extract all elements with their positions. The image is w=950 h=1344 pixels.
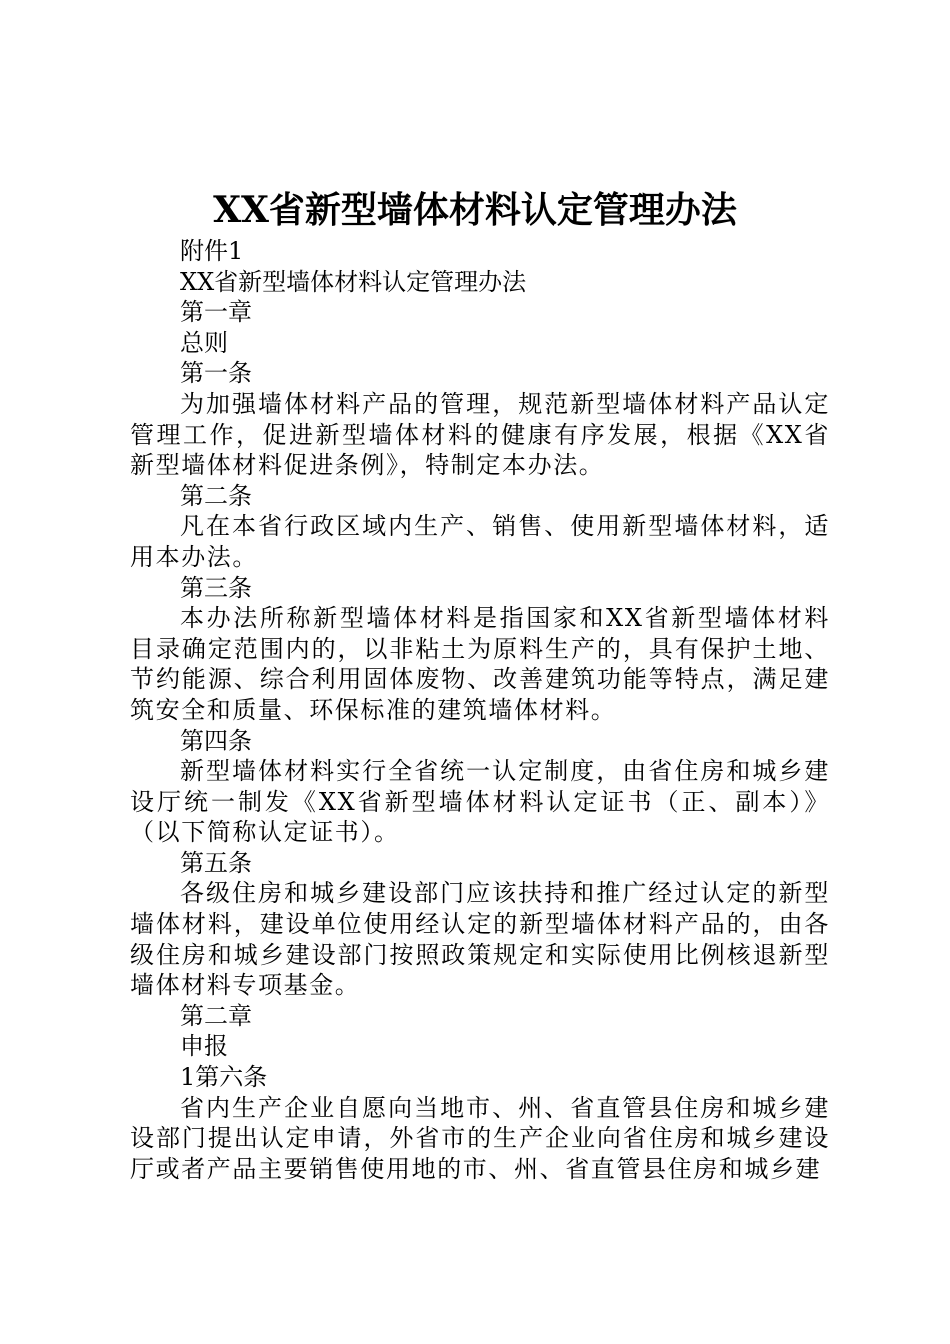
document-body bbox=[130, 236, 830, 1184]
chapter-heading: 第一章 bbox=[180, 298, 252, 327]
article-heading: 第四条 bbox=[180, 726, 252, 755]
article-text: 各级住房和城乡建设部门应该扶持和推广经过认定的新型墙体材料，建设单位使用经认定的新型墙体材料产品的，由各级住房和城乡建设部门按照政策规定和实际使用比例核退新型墙体材料专项基金。 bbox=[130, 879, 830, 1000]
document-subtitle: XX省新型墙体材料认定管理办法 bbox=[180, 267, 527, 296]
chapter-name: 总则 bbox=[180, 328, 228, 357]
chapter-heading: 第二章 bbox=[180, 1001, 252, 1030]
article-text: 省内生产企业自愿向当地市、州、省直管县住房和城乡建设部门提出认定申请，外省市的生产企业向省住房和城乡建设厅或者产品主要销售使用地的市、州、省直管县住房和城乡建 bbox=[130, 1093, 830, 1183]
article-text: 为加强墙体材料产品的管理，规范新型墙体材料产品认定管理工作，促进新型墙体材料的健康有序发展，根据《XX省新型墙体材料促进条例》，特制定本办法。 bbox=[130, 389, 830, 480]
chapter-name: 申报 bbox=[180, 1032, 228, 1061]
document-title: XX省新型墙体材料认定管理办法 bbox=[213, 189, 737, 231]
article-text: 本办法所称新型墙体材料是指国家和XX省新型墙体材料目录确定范围内的，以非粘土为原料生产的，具有保护土地、节约能源、综合利用固体废物、改善建筑功能等特点，满足建筑安全和质量、环保标准的建筑墙体材料。 bbox=[130, 604, 830, 724]
article-heading: 第五条 bbox=[180, 848, 252, 877]
article-text: 凡在本省行政区域内生产、销售、使用新型墙体材料，适用本办法。 bbox=[130, 512, 830, 571]
attachment-label: 附件1 bbox=[180, 237, 244, 265]
article-heading: 第三条 bbox=[180, 573, 252, 602]
article-text: 新型墙体材料实行全省统一认定制度，由省住房和城乡建设厅统一制发《XX省新型墙体材料认定证书（正、副本）》（以下简称认定证书）。 bbox=[130, 757, 830, 847]
article-heading: 第二条 bbox=[180, 481, 252, 510]
article-heading: 1第六条 bbox=[180, 1063, 268, 1092]
article-heading: 第一条 bbox=[180, 359, 252, 388]
